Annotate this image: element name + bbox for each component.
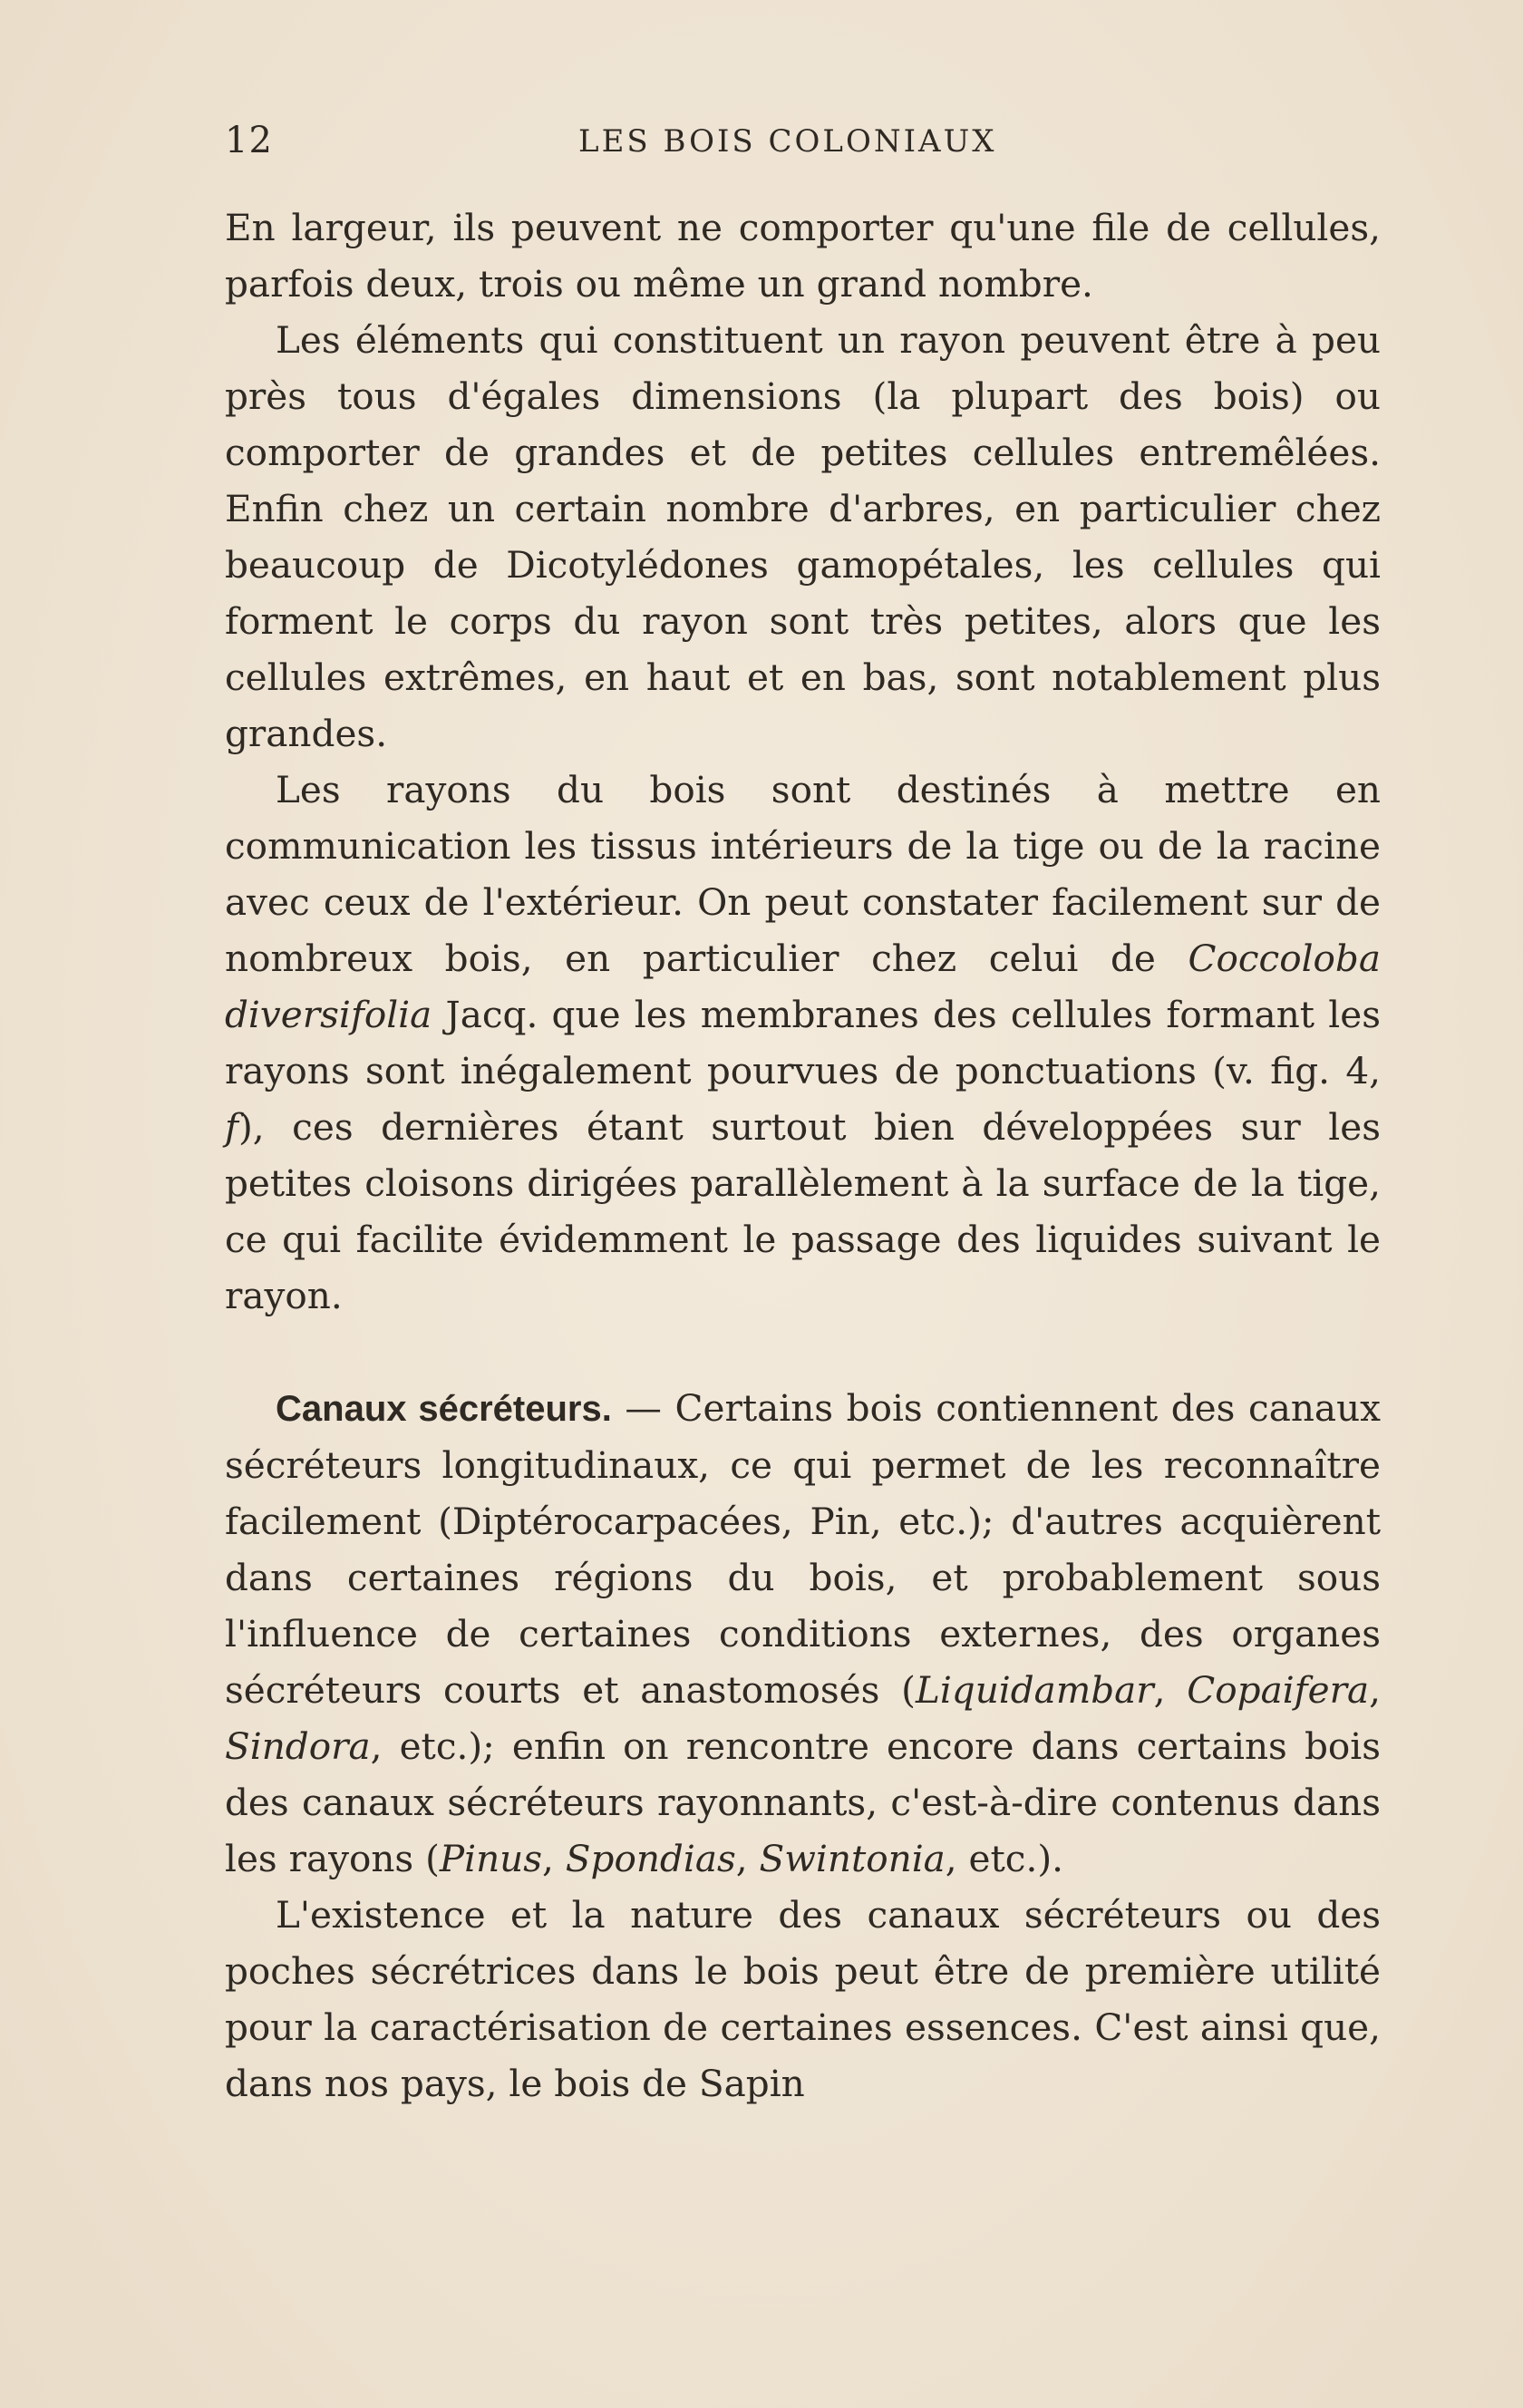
species-name: Coccoloba diversifolia	[225, 937, 1381, 1036]
section-title: Canaux sécréteurs.	[276, 1389, 612, 1429]
paragraph-3-text-a: Les rayons du bois sont destinés à mettre en communication les tissus intérieurs de la tige ou de la racine avec ceux de l'extérieur. On peut constater facilement sur de nombreux bois, en particulier chez celui de	[225, 768, 1381, 980]
separator: ,	[735, 1837, 760, 1880]
section-spacer	[225, 1324, 1381, 1380]
figure-letter: f	[225, 1105, 238, 1149]
section-text-c: , etc.).	[945, 1837, 1064, 1880]
body-text	[225, 199, 1381, 2112]
genus-spondias: Spondias	[565, 1837, 736, 1880]
section-paragraph	[225, 1380, 1381, 1887]
paragraph-3	[225, 762, 1381, 1324]
page-header	[225, 120, 1378, 174]
genus-liquidambar: Liquidambar	[915, 1668, 1154, 1712]
genus-sindora: Sindora	[225, 1724, 371, 1768]
paragraph-2: Les éléments qui constituent un rayon peuvent être à peu près tous d'égales dimensions (la plupart des bois) ou comporter de grandes et de petites cellules entremêlées. Enfin chez un certain nombre d'arbres, en particulier chez beaucoup de Dicotylédones gamopétales, les cellules qui forment le corps du rayon sont très petites, alors que les cellules extrêmes, en haut et en bas, sont notablement plus grandes.	[225, 318, 1381, 755]
section-text-a: — Certains bois contiennent des canaux sécréteurs longitudinaux, ce qui permet de les reconnaître facilement (Diptérocarpacées, Pin, etc.); d'autres acquièrent dans certaines régions du bois, et probablement sous l'influence de certaines conditions externes, des organes sécréteurs courts et anastomosés (	[225, 1386, 1381, 1712]
page-number: 12	[225, 120, 273, 161]
running-title: LES BOIS COLONIAUX	[578, 123, 997, 160]
separator: ,	[1369, 1668, 1382, 1712]
genus-swintonia: Swintonia	[759, 1837, 946, 1880]
paragraph-1: En largeur, ils peuvent ne comporter qu'une file de cellules, parfois deux, trois ou même un grand nombre.	[225, 206, 1381, 306]
separator: ,	[1153, 1668, 1188, 1712]
genus-copaifera: Copaifera	[1187, 1668, 1370, 1712]
separator: ,	[542, 1837, 566, 1880]
genus-pinus: Pinus	[439, 1837, 543, 1880]
paragraph-3-text-c: ), ces dernières étant surtout bien développées sur les petites cloisons dirigées parallèlement à la surface de la tige, ce qui facilite évidemment le passage des liquides suivant le rayon.	[225, 1105, 1381, 1317]
section-text-b: , etc.); enfin on rencontre encore dans certains bois des canaux sécréteurs rayonnants, c'est-à-dire contenus dans les rayons (	[225, 1724, 1381, 1880]
paragraph-5: L'existence et la nature des canaux sécréteurs ou des poches sécrétrices dans le bois peut être de première utilité pour la caractérisation de certaines essences. C'est ainsi que, dans nos pays, le bois de Sapin	[225, 1893, 1381, 2105]
paragraph-3-text-b: Jacq. que les membranes des cellules formant les rayons sont inégalement pourvues de ponctuations (v. fig. 4,	[225, 993, 1381, 1092]
